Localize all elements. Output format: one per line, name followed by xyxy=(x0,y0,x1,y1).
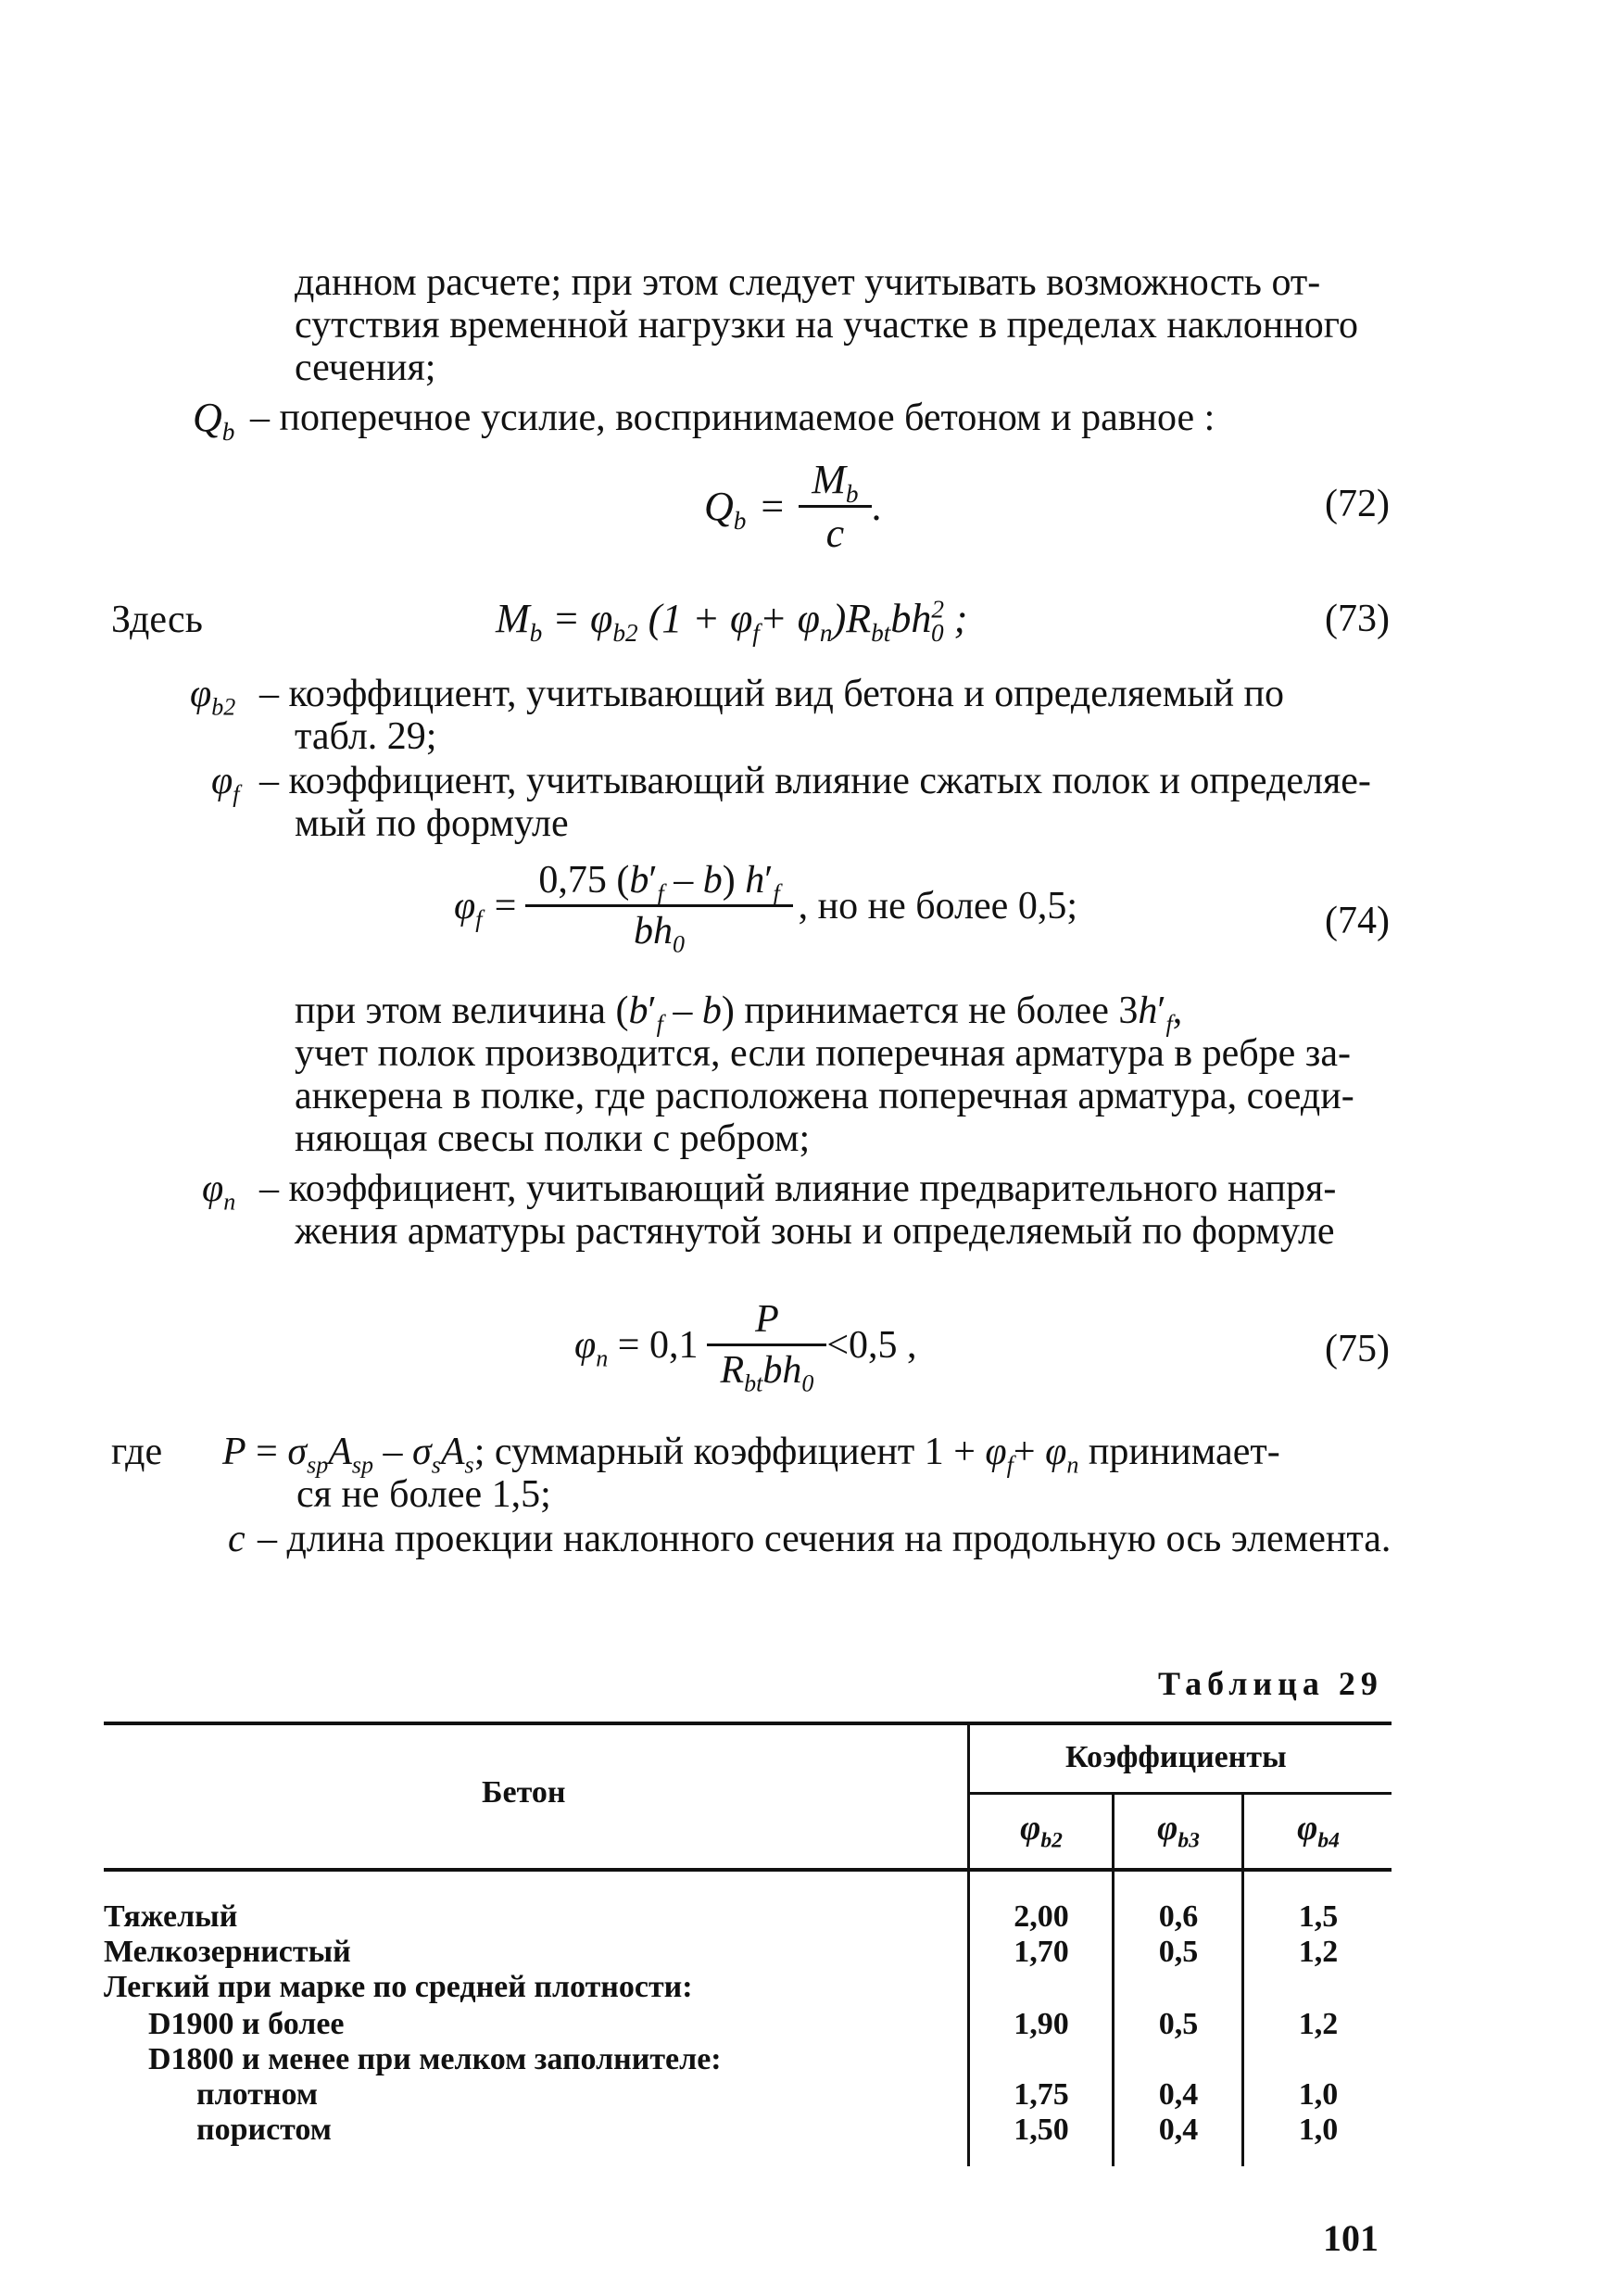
col-header-phi-b4: $\varphi_{b4}$ xyxy=(1297,1809,1340,1853)
zdes-word: Здесь xyxy=(111,599,203,641)
header-coefficients: Коэффициенты xyxy=(1065,1740,1287,1774)
eq74-label: (74) xyxy=(1325,900,1390,942)
row-value-b2: 1,75 xyxy=(1014,2077,1069,2112)
after74-line-3: анкерена в полке, где расположена поперечная арматура, соеди- xyxy=(295,1075,1354,1117)
eq72-fraction xyxy=(799,456,871,557)
eq74-condition: , но не более 0,5; xyxy=(798,884,1077,927)
eq74-numerator: 0,75 $(b'_f - b)$ $h'_f$ xyxy=(525,858,792,907)
phi-n-symbol: $\varphi_n$ xyxy=(202,1167,236,1216)
after74-line-4: няющая свесы полки с ребром; xyxy=(295,1117,811,1160)
phi-b2-definition xyxy=(259,673,1390,758)
equation-72 xyxy=(704,456,882,557)
col-header-phi-b2: $\varphi_{b2}$ xyxy=(1020,1809,1063,1853)
row-label: Тяжелый xyxy=(104,1899,238,1934)
row-label: Легкий при марке по средней плотности: xyxy=(104,1970,693,2004)
eq75-condition: <0,5 , xyxy=(826,1323,917,1367)
phi-n-line-2: жения арматуры растянутой зоны и определяемый по формуле xyxy=(295,1210,1335,1253)
eq75-denominator: $R_{bt}bh_0$ xyxy=(720,1349,814,1397)
row-value-b2: 1,50 xyxy=(1014,2113,1069,2147)
intro-line-3: сечения; xyxy=(295,347,436,389)
eq74-fraction xyxy=(525,858,792,958)
eq73-label: (73) xyxy=(1325,598,1390,640)
eq75-label: (75) xyxy=(1325,1328,1390,1370)
c-definition: – длина проекции наклонного сечения на продольную ось элемента. xyxy=(258,1518,1392,1560)
page-number: 101 xyxy=(1323,2217,1379,2259)
row-value-b3: 0,5 xyxy=(1158,2007,1199,2041)
intro-paragraph xyxy=(295,261,1390,389)
eq72-equals: = xyxy=(761,484,785,529)
eq75-fraction xyxy=(707,1297,826,1397)
phi-f-line-1: – коэффициент, учитывающий влияние сжатых полок и определяе- xyxy=(259,760,1371,802)
row-label: Мелкозернистый xyxy=(104,1935,351,1969)
table-header-bottom-rule xyxy=(104,1868,1392,1872)
eq72-label: (72) xyxy=(1325,483,1390,525)
phi-b2-line-1: – коэффициент, учитывающий вид бетона и определяемый по xyxy=(259,673,1285,715)
phi-f-symbol: $\varphi_f$ xyxy=(211,760,240,808)
equation-73: $M_b = \varphi_{b2}$ $(1 + \varphi_f+ \varphi_n)R_{bt}bh^2_0$ ; xyxy=(496,595,968,647)
table-vline-3 xyxy=(1241,1794,1244,2166)
equation-75 xyxy=(574,1297,917,1397)
c-symbol: c xyxy=(228,1518,246,1560)
row-value-b2: 1,70 xyxy=(1014,1935,1069,1969)
row-value-b4: 1,2 xyxy=(1298,1935,1339,1969)
row-label: D1800 и менее при мелком заполнителе: xyxy=(148,2042,722,2076)
phi-f-definition xyxy=(259,760,1390,845)
p-definition xyxy=(222,1431,1392,1516)
table-header-mid-rule xyxy=(969,1792,1392,1795)
table-vline-2 xyxy=(1112,1794,1115,2166)
eq74-denominator: $bh_0$ xyxy=(633,910,685,958)
row-label: D1900 и более xyxy=(148,2007,345,2041)
table-caption: Таблица 29 xyxy=(1158,1665,1383,1702)
row-value-b4: 1,5 xyxy=(1298,1899,1339,1934)
row-value-b3: 0,4 xyxy=(1158,2077,1199,2112)
phi-f-line-2: мый по формуле xyxy=(295,802,569,845)
phi-n-line-1: – коэффициент, учитывающий влияние предварительного напря- xyxy=(259,1167,1337,1210)
table-top-rule xyxy=(104,1722,1392,1725)
after74-line-2: учет полок производится, если поперечная арматура в ребре за- xyxy=(295,1032,1351,1075)
eq72-denominator: c xyxy=(825,511,845,556)
row-value-b2: 1,90 xyxy=(1014,2007,1069,2041)
eq72-tail: . xyxy=(871,484,882,529)
gde-word: где xyxy=(111,1431,163,1473)
row-value-b3: 0,6 xyxy=(1158,1899,1199,1934)
row-value-b2: 2,00 xyxy=(1014,1899,1069,1934)
p-def-line-2: ся не более 1,5; xyxy=(296,1473,551,1516)
after-74-paragraph xyxy=(295,990,1390,1160)
qb-symbol: $Q_b$ xyxy=(193,395,235,446)
equation-74 xyxy=(454,858,1077,958)
eq75-numerator: P xyxy=(707,1297,826,1346)
eq75-lhs: $\varphi_n = 0,1$ xyxy=(574,1323,699,1371)
row-value-b4: 1,2 xyxy=(1298,2007,1339,2041)
phi-b2-line-2: табл. 29; xyxy=(295,715,437,758)
intro-line-1: данном расчете; при этом следует учитывать возможность от- xyxy=(295,261,1321,304)
row-label: пористом xyxy=(196,2113,332,2147)
header-beton: Бетон xyxy=(482,1775,566,1810)
qb-definition: – поперечное усилие, воспринимаемое бетоном и равное : xyxy=(250,397,1215,439)
phi-n-definition xyxy=(259,1167,1390,1253)
after74-line-1: при этом величина $(b'_f - b)$ принимается не более $3h'_f$, xyxy=(295,990,1183,1038)
row-value-b3: 0,4 xyxy=(1158,2113,1199,2147)
p-def-line-1: $P = \sigma_{sp}A_{sp} - \sigma_sA_s$; суммарный коэффициент $1 + \varphi_f+ \varphi_n$ принимает- xyxy=(222,1431,1280,1479)
intro-line-2: сутствия временной нагрузки на участке в пределах наклонного xyxy=(295,304,1358,347)
row-value-b3: 0,5 xyxy=(1158,1935,1199,1969)
col-header-phi-b3: $\varphi_{b3}$ xyxy=(1157,1809,1200,1853)
phi-b2-symbol: $\varphi_{b2}$ xyxy=(190,673,236,721)
row-value-b4: 1,0 xyxy=(1298,2077,1339,2112)
eq72-lhs: $Q_b$ xyxy=(704,484,747,535)
table-vline-1 xyxy=(967,1722,970,2166)
row-value-b4: 1,0 xyxy=(1298,2113,1339,2147)
eq72-numerator: $M_b$ xyxy=(799,456,871,508)
eq74-lhs: $\varphi_f$ = xyxy=(454,884,519,932)
row-label: плотном xyxy=(196,2077,319,2112)
